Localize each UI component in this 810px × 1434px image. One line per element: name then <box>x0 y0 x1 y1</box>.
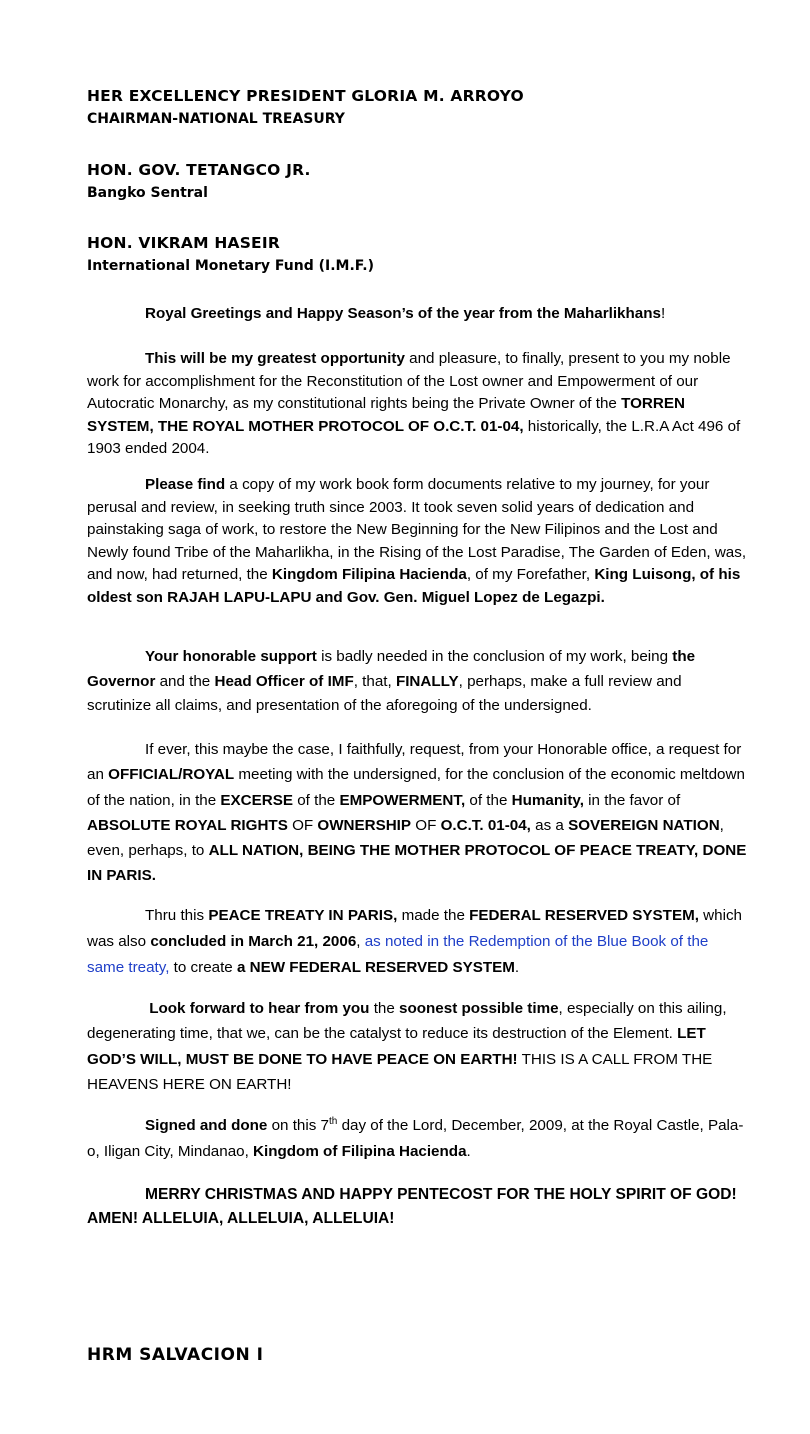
recipient-name: HER EXCELLENCY PRESIDENT GLORIA M. ARROYO <box>87 87 524 105</box>
greeting-line: Royal Greetings and Happy Season’s of the year from the Maharlikhans! <box>145 305 666 322</box>
paragraph-look-forward: Look forward to hear from you the soonest possible time, especially on this ailing, degenerating time, that we, can be the catalyst to reduce its destruction of the Element. LET GOD’S WILL, MUST BE DONE TO HAVE PEACE ON EARTH! THIS IS A CALL FROM THE HEAVENS HERE ON EARTH! <box>87 1000 727 1093</box>
paragraph-request: If ever, this maybe the case, I faithfully, request, from your Honorable office, a request for an OFFICIAL/ROYAL meeting with the undersigned, for the conclusion of the economic meltdown of the nation, in the EXCERSE of the EMPOWERMENT, of the Humanity, in the favor of ABSOLUTE ROYAL RIGHTS OF OWNERSHIP OF O.C.T. 01-04, as a SOVEREIGN NATION, even, perhaps, to ALL NATION, BEING THE MOTHER PROTOCOL OF PEACE TREATY, DONE IN PARIS. <box>87 741 747 885</box>
paragraph-support: Your honorable support is badly needed in the conclusion of my work, being the Governor and the Head Officer of IMF, that, FINALLY, perhaps, make a full review and scrutinize all claims, and presentation of the aforegoing of the undersigned. <box>87 648 696 714</box>
recipient-title: CHAIRMAN-NATIONAL TREASURY <box>87 111 345 127</box>
recipient-name: HON. GOV. TETANGCO JR. <box>87 161 311 179</box>
recipient-title: Bangko Sentral <box>87 185 208 201</box>
paragraph-opportunity: This will be my greatest opportunity and pleasure, to finally, present to you my noble work for accomplishment for the Reconstitution of the Lost owner and Empowerment of our Autocratic Monarchy, as my constitutional rights being the Private Owner of the TORREN SYSTEM, THE ROYAL MOTHER PROTOCOL OF O.C.T. 01-04, historically, the L.R.A Act 496 of 1903 ended 2004. <box>87 350 741 457</box>
paragraph-peace-treaty: Thru this PEACE TREATY IN PARIS, made the FEDERAL RESERVED SYSTEM, which was also concluded in March 21, 2006, as noted in the Redemption of the Blue Book of the same treaty, to create a NEW FEDERAL RESERVED SYSTEM. <box>87 907 743 976</box>
recipient-block-1 <box>87 85 524 130</box>
recipient-title: International Monetary Fund (I.M.F.) <box>87 258 375 274</box>
paragraph-signed: Signed and done on this 7th day of the Lord, December, 2009, at the Royal Castle, Pala-o, Iligan City, Mindanao, Kingdom of Filipina Hacienda. <box>87 1115 744 1160</box>
recipient-block-3 <box>87 232 374 277</box>
recipient-block-2 <box>87 159 311 204</box>
blue-book-note: as noted in the Redemption of the Blue Book of the same treaty, <box>87 933 709 976</box>
closing-blessing: MERRY CHRISTMAS AND HAPPY PENTECOST FOR THE HOLY SPIRIT OF GOD! AMEN! ALLELUIA, ALLELUIA, ALLELUIA! <box>87 1186 737 1227</box>
recipient-name: HON. VIKRAM HASEIR <box>87 234 280 252</box>
paragraph-please-find: Please find a copy of my work book form documents relative to my journey, for your perusal and review, in seeking truth since 2003. It took seven solid years of dedication and painstaking saga of work, to restore the New Beginning for the New Filipinos and the Lost and Newly found Tribe of the Maharlikha, in the Rising of the Lost Paradise, The Garden of Eden, was, and now, had returned, the Kingdom Filipina Hacienda, of my Forefather, King Luisong, of his oldest son RAJAH LAPU-LAPU and Gov. Gen. Miguel Lopez de Legazpi. <box>87 476 747 606</box>
signature-name: HRM SALVACION I <box>87 1345 264 1365</box>
